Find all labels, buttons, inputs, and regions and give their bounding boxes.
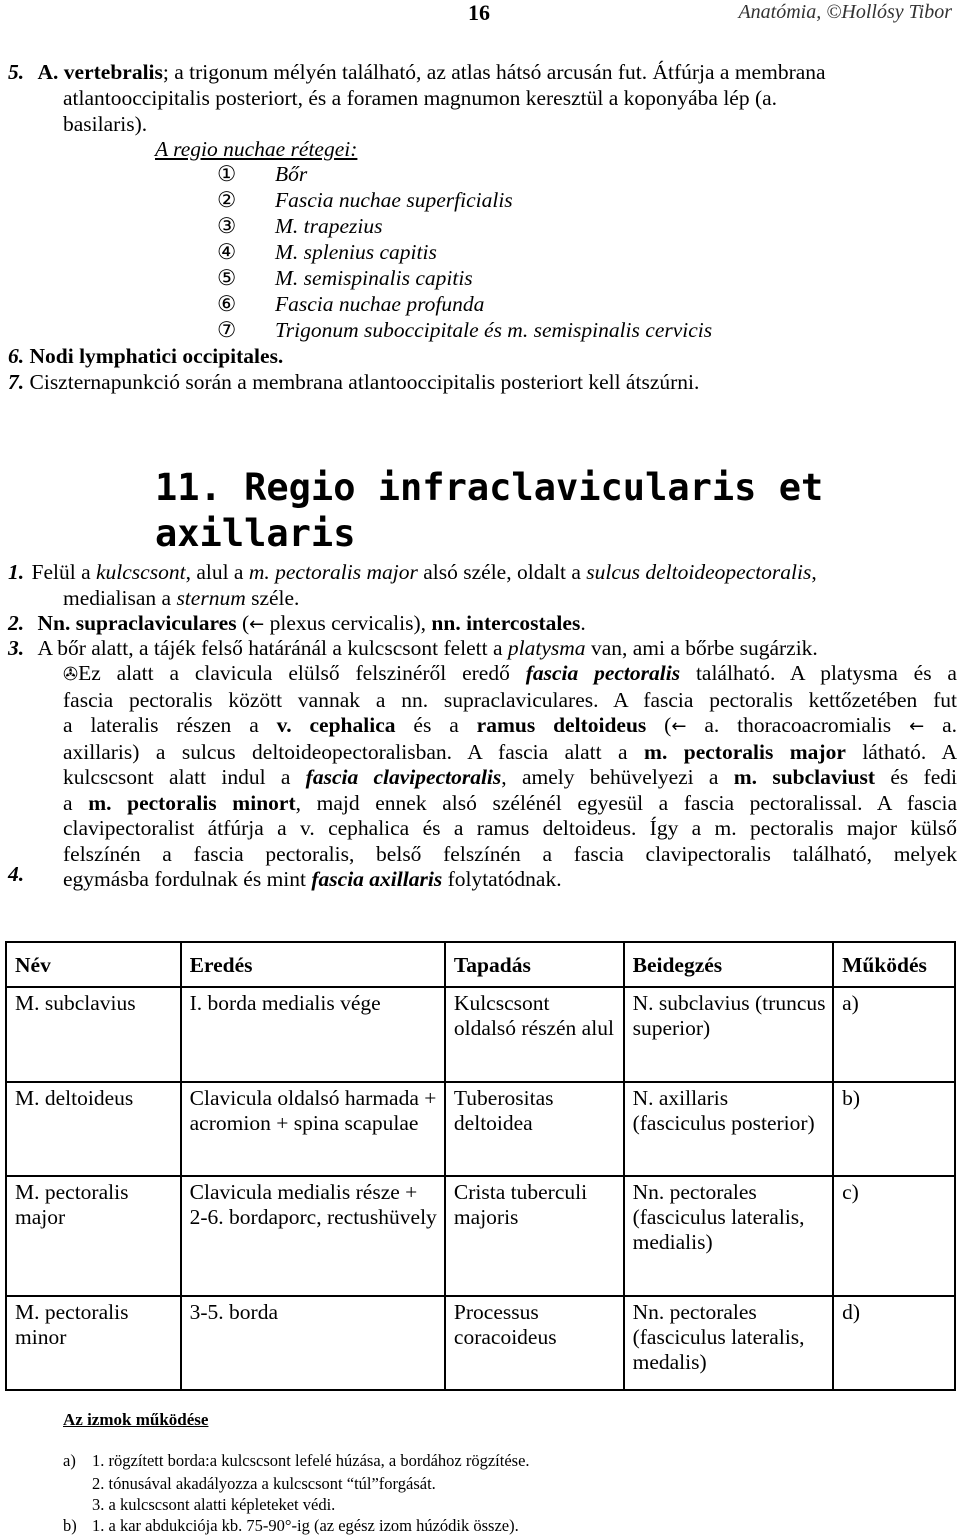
table-row (6, 1296, 955, 1390)
paragraph-5-line-3: basilaris). (63, 112, 148, 136)
text: ( (646, 713, 672, 737)
text: egymásba fordulnak és mint (63, 867, 312, 891)
item-number: 6. (8, 344, 25, 368)
nerve-cell: N. axillaris (fasciculus posterior) (624, 1082, 833, 1176)
text: ( (236, 611, 250, 635)
text-line (63, 713, 957, 740)
text: Ez alatt a clavicula elülső felszinéről eredő (78, 661, 526, 685)
arrow-left-icon: ← (249, 614, 265, 635)
insertion-cell: Crista tuberculi majoris (445, 1176, 624, 1296)
function-text: 1. rögzített borda:a kulcscsont lefelé húzása, a bordához rögzítése. (92, 1451, 530, 1470)
text: A bőr alatt, a tájék felső határánál a kulcscsont felett a (37, 636, 508, 660)
text: fascia clavipectoralis (305, 765, 502, 789)
table-row (6, 1176, 955, 1296)
layer-text: M. semispinalis capitis (275, 266, 473, 290)
text: platysma (507, 636, 586, 660)
section-item-3 (8, 636, 818, 662)
text: a lateralis részen a (63, 713, 277, 737)
text: axillaris) a sulcus deltoideopectoralisban. A fascia alatt a (63, 739, 645, 764)
nerve-cell: N. subclavius (truncus superior) (624, 987, 833, 1082)
layer-text: M. splenius capitis (275, 240, 437, 264)
page-source: Anatómia, ©Hollósy Tibor (738, 1, 952, 23)
layer-number: ⑤ (217, 266, 237, 290)
section-item-1 (8, 560, 817, 586)
function-cell: c) (833, 1176, 955, 1296)
origin-cell: I. borda medialis vége (181, 987, 445, 1082)
function-item (63, 1516, 519, 1536)
item-number: 2. (8, 611, 25, 635)
paragraph-6 (8, 344, 283, 370)
layers-title: A regio nuchae rétegei: (155, 137, 358, 161)
function-item (63, 1474, 436, 1494)
layer-number: ① (217, 162, 237, 186)
section-item-2 (8, 611, 586, 638)
text: fascia pectoralis között vannak a nn. supraclaviculares. A fascia pectoralis kettőzetében fut (63, 687, 957, 712)
text: medialisan a (63, 586, 177, 610)
text: széle. (245, 586, 300, 610)
text: m. pectoralis minort (88, 790, 296, 815)
nerve-cell: Nn. pectorales (fasciculus lateralis, medialis) (624, 1176, 833, 1296)
origin-cell: Clavicula medialis része + 2-6. bordaporc, rectushüvely (181, 1176, 445, 1296)
text: nn. intercostales (431, 611, 581, 635)
layer-item (217, 292, 484, 318)
mouse-icon: ✇ (63, 664, 79, 685)
paragraph-7 (8, 370, 699, 396)
text: , alul a (185, 560, 249, 584)
text: található. A platysma és a (680, 661, 957, 685)
layer-item (217, 162, 307, 188)
function-cell: b) (833, 1082, 955, 1176)
muscle-name-cell: M. pectoralis major (6, 1176, 181, 1296)
item-number: 1. (8, 560, 25, 584)
layer-number: ③ (217, 214, 237, 238)
text-line (63, 740, 957, 766)
text: ramus deltoideus (476, 713, 647, 737)
table-row (6, 1082, 955, 1176)
insertion-cell: Kulcscsont oldalsó részén alul (445, 987, 624, 1082)
layer-text: Bőr (275, 162, 308, 186)
text: és fedi (875, 765, 957, 789)
column-header: Tapadás (445, 942, 624, 987)
function-text: 2. tónusával akadályozza a kulcscsont “túl”forgását. (92, 1474, 436, 1493)
layer-item (217, 214, 383, 240)
layer-text: Fascia nuchae superficialis (275, 188, 513, 212)
text: v. cephalica (276, 713, 396, 737)
text: , (811, 560, 817, 584)
text: fascia axillaris (311, 867, 443, 891)
text: kulcscsont alatt indul a (63, 765, 306, 789)
section-item-4: 4. (8, 862, 25, 886)
function-label: a) (63, 1451, 76, 1470)
layer-text: Trigonum suboccipitale és m. semispinalis cervicis (275, 318, 713, 342)
text: plexus cervicalis), (264, 611, 432, 635)
section-item-1-line-2 (63, 586, 299, 612)
text: sternum (176, 586, 246, 610)
text: . (580, 611, 586, 635)
function-text: 1. a kar abdukciója kb. 75-90°-ig (az egész izom húzódik össze). (92, 1516, 519, 1535)
paragraph-5 (8, 60, 958, 86)
page-number: 16 (468, 0, 490, 25)
function-text: 3. a kulcscsont alatti képleteket védi. (92, 1495, 336, 1514)
text: clavipectoralist átfúrja a v. cephalica és a ramus deltoideus. Így a m. pectoralis major külső (63, 816, 957, 840)
text-line (63, 661, 957, 688)
layer-item (217, 318, 712, 344)
item-number: 3. (8, 636, 25, 660)
text: a (63, 790, 89, 815)
muscle-name-cell: M. pectoralis minor (6, 1296, 181, 1390)
layer-number: ④ (217, 240, 237, 264)
text: alsó széle, oldalt a (417, 560, 587, 584)
layer-text: M. trapezius (275, 214, 383, 238)
text: és a (395, 713, 477, 737)
text: Nn. supraclaviculares (37, 611, 237, 635)
text: látható. A (845, 739, 957, 764)
text: a. (924, 713, 957, 737)
layer-text: Fascia nuchae profunda (275, 292, 485, 316)
text: m. pectoralis major (248, 560, 418, 584)
function-label: b) (63, 1516, 77, 1535)
text-line (63, 688, 957, 714)
function-cell: d) (833, 1296, 955, 1390)
function-item (63, 1495, 335, 1515)
text: , majd ennek alsó szélénél egyesül a fascia pectoralissal. A fascia (295, 790, 958, 815)
text: kulcscsont (96, 560, 186, 584)
text: fascia pectoralis (525, 661, 681, 685)
column-header: Működés (833, 942, 955, 987)
layer-item (217, 266, 473, 292)
function-cell: a) (833, 987, 955, 1082)
paragraph-text: ; a trigonum mélyén található, az atlas hátsó arcusán fut. Átfúrja a membrana (162, 60, 826, 84)
text-line (63, 842, 957, 868)
text-line (63, 791, 957, 817)
muscle-name-cell: M. deltoideus (6, 1082, 181, 1176)
section-title: 11. Regio infraclavicularis et axillaris (155, 466, 824, 555)
text: m. subclaviust (733, 765, 876, 789)
arrow-left-icon: ← (909, 716, 925, 737)
text: felszínén a fascia pectoralis, belső felszínén a fascia clavipectoralis található, melyek (63, 841, 957, 866)
item-number: 7. (8, 370, 25, 394)
column-header: Eredés (181, 942, 445, 987)
text-line (63, 867, 957, 893)
text: folytatódnak. (442, 867, 562, 891)
layer-number: ⑦ (217, 318, 237, 342)
layer-item (217, 240, 437, 266)
table-row (6, 987, 955, 1082)
layer-number: ② (217, 188, 237, 212)
layer-number: ⑥ (217, 292, 237, 316)
text: van, ami a bőrbe sugárzik. (585, 636, 818, 660)
text-line (63, 765, 957, 791)
text-line (63, 816, 957, 842)
arrow-left-icon: ← (671, 716, 687, 737)
section-item-3-body (63, 661, 957, 893)
muscle-name-cell: M. subclavius (6, 987, 181, 1082)
insertion-cell: Processus coracoideus (445, 1296, 624, 1390)
text: m. pectoralis major (644, 739, 846, 764)
text: Felül a (31, 560, 96, 584)
paragraph-text: Ciszternapunkció során a membrana atlantooccipitalis posteriort kell átszúrni. (29, 370, 700, 394)
table-header-row (6, 942, 955, 987)
text: , amely behüvelyezi a (501, 765, 734, 789)
origin-cell: 3-5. borda (181, 1296, 445, 1390)
function-item (63, 1451, 530, 1471)
insertion-cell: Tuberositas deltoidea (445, 1082, 624, 1176)
text: sulcus deltoideopectoralis (586, 560, 812, 584)
functions-title: Az izmok működése (63, 1410, 209, 1429)
paragraph-5-line-2: atlantooccipitalis posteriort, és a foramen magnumon keresztül a koponyába lép (a. (63, 86, 778, 110)
origin-cell: Clavicula oldalsó harmada + acromion + spina scapulae (181, 1082, 445, 1176)
muscle-table (5, 941, 956, 1391)
nerve-cell: Nn. pectorales (fasciculus lateralis, medalis) (624, 1296, 833, 1390)
paragraph-text: Nodi lymphatici occipitales. (29, 344, 284, 368)
item-number: 5. (8, 60, 25, 84)
text: a. thoracoacromialis (686, 713, 910, 737)
column-header: Beidegzés (624, 942, 833, 987)
column-header: Név (6, 942, 181, 987)
artery-name: A. vertebralis (37, 60, 163, 84)
layer-item (217, 188, 513, 214)
